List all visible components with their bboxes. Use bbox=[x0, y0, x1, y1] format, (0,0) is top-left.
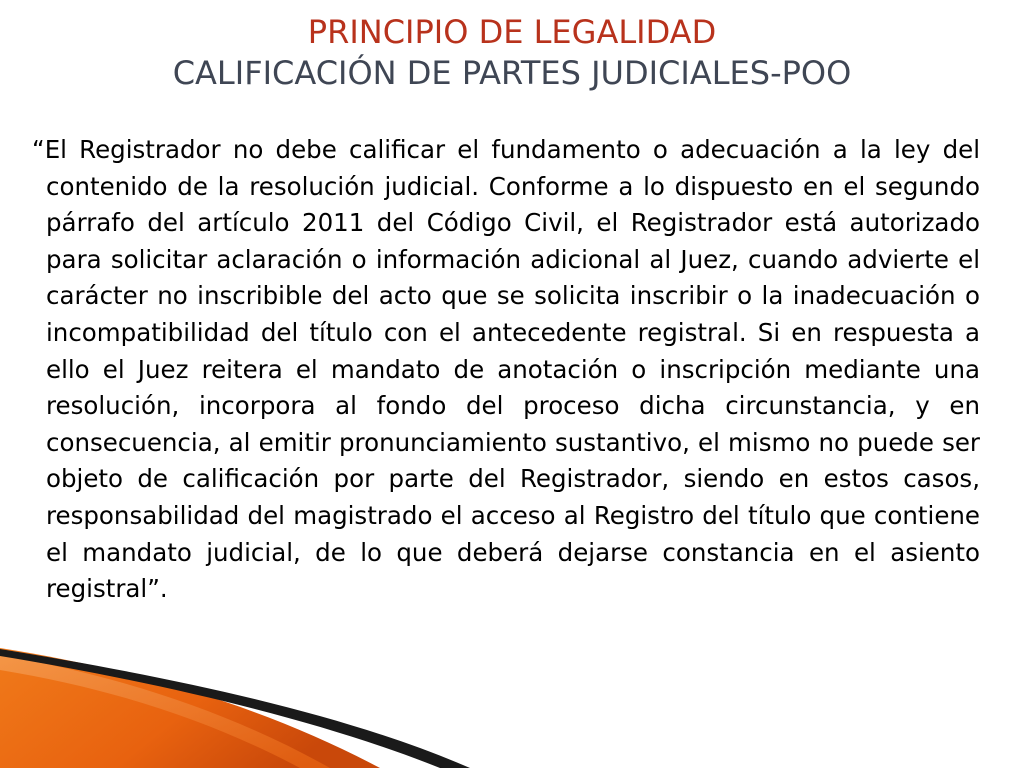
title-line-2: CALIFICACIÓN DE PARTES JUDICIALES-POO bbox=[172, 54, 852, 92]
quote-paragraph: “El Registrador no debe calificar el fundamento o adecuación a la ley del contenido de la resolución judicial. Conforme a lo dispuesto en el segundo párrafo del artículo 2011 del Código Civil, el Registrador está autorizado para solicitar aclaración o información adicional al Juez, cuando advierte el carácter no inscribible del acto que se solicita inscribir o la inadecuación o incompatibilidad del título con el antecedente registral. Si en respuesta a ello el Juez reitera el mandato de anotación o inscripción mediante una resolución, incorpora al fondo del proceso dicha circunstancia, y en consecuencia, al emitir pronunciamiento sustantivo, el mismo no puede ser objeto de calificación por parte del Registrador, siendo en estos casos, responsabilidad del magistrado el acceso al Registro del título que contiene el mandato judicial, de lo que deberá dejarse constancia en el asiento registral”. bbox=[32, 135, 980, 604]
slide-title bbox=[0, 12, 1024, 94]
title-line-1: PRINCIPIO DE LEGALIDAD bbox=[307, 13, 717, 51]
